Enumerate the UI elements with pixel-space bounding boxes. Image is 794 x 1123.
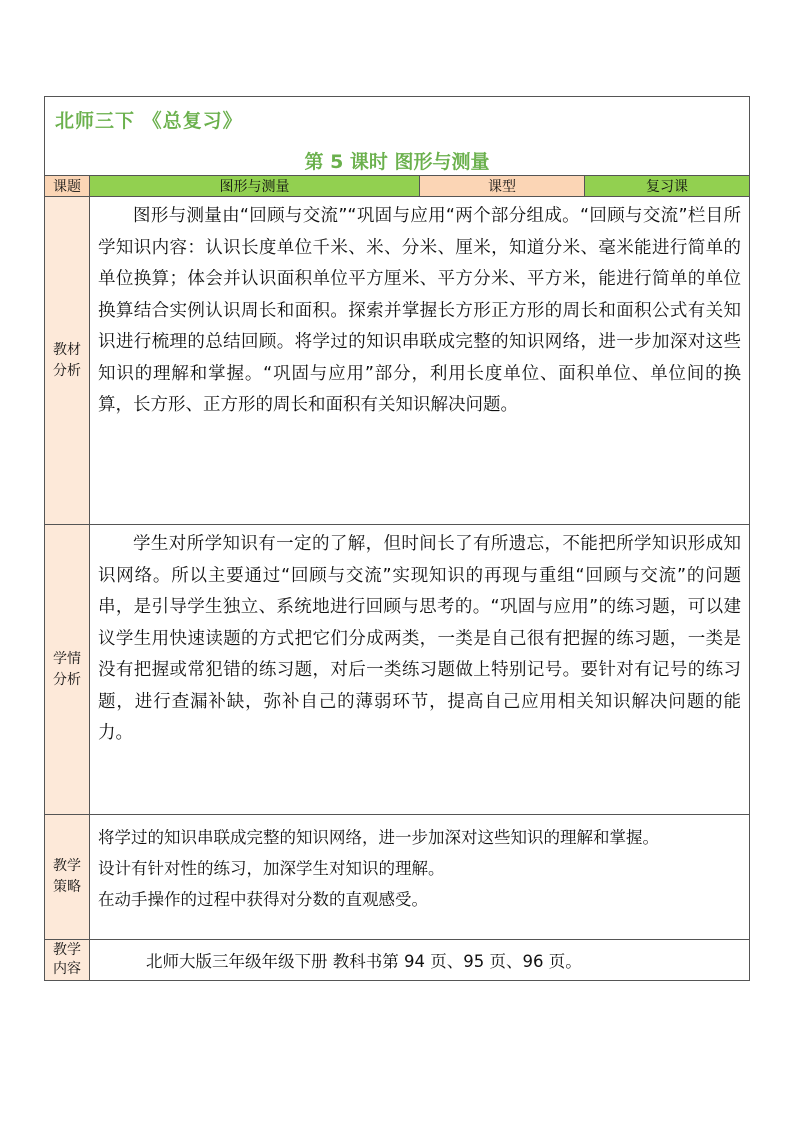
textbook-analysis-text — [90, 197, 750, 525]
student-analysis-label — [45, 525, 90, 815]
strategy-line: 设计有针对性的练习，加深学生对知识的理解。 — [98, 859, 445, 878]
type-label: 课型 — [420, 176, 585, 197]
lesson-plan-sheet — [44, 96, 749, 981]
teaching-strategy-row — [45, 815, 750, 940]
series-title: 北师三下 《总复习》 — [55, 110, 243, 132]
label-line: 教材 — [53, 341, 81, 358]
label-line: 教学 — [53, 942, 81, 958]
textbook-analysis-label — [45, 197, 90, 525]
lesson-title: 第 5 课时 图形与测量 — [304, 151, 490, 173]
teaching-content-text: 北师大版三年级年级下册 教科书第 94 页、95 页、96 页。 — [90, 940, 750, 981]
teaching-strategy-text — [90, 815, 750, 940]
strategy-line: 在动手操作的过程中获得对分数的直观感受。 — [98, 890, 428, 909]
label-line: 学情 — [53, 650, 81, 667]
topic-value: 图形与测量 — [90, 176, 420, 197]
textbook-analysis-row — [45, 197, 750, 525]
lesson-plan-table — [44, 96, 750, 981]
teaching-content-row — [45, 940, 750, 981]
header-cell — [45, 97, 750, 176]
label-line: 分析 — [53, 671, 81, 688]
label-line: 分析 — [53, 362, 81, 379]
info-row — [45, 176, 750, 197]
student-analysis-text — [90, 525, 750, 815]
teaching-strategy-label — [45, 815, 90, 940]
strategy-line: 将学过的知识串联成完整的知识网络，进一步加深对这些知识的理解和掌握。 — [98, 828, 659, 847]
student-analysis-row — [45, 525, 750, 815]
type-value: 复习课 — [585, 176, 750, 197]
label-line: 内容 — [53, 961, 81, 977]
label-line: 教学 — [53, 858, 81, 874]
paragraph: 学生对所学知识有一定的了解，但时间长了有所遗忘，不能把所学知识形成知识网络。所以主要通过“回顾与交流”实现知识的再现与重组“回顾与交流”的问题串，是引导学生独立、系统地进行回顾与思考的。“巩固与应用”的练习题，可以建议学生用快速读题的方式把它们分成两类，一类是自己很有把握的练习题，一类是没有把握或常犯错的练习题，对后一类练习题做上特别记号。要针对有记号的练习题，进行查漏补缺，弥补自己的薄弱环节，提高自己应用相关知识解决问题的能力。 — [98, 534, 741, 743]
teaching-content-label — [45, 940, 90, 981]
paragraph: 图形与测量由“回顾与交流”“巩固与应用“两个部分组成。“回顾与交流”栏目所学知识内容：认识长度单位千米、米、分米、厘米，知道分米、毫米能进行简单的单位换算；体会并认识面积单位平方厘米、平方分米、平方米，能进行简单的单位换算结合实例认识周长和面积。探索并掌握长方形正方形的周长和面积公式有关知识进行梳理的总结回顾。将学过的知识串联成完整的知识网络，进一步加深对这些知识的理解和掌握。“巩固与应用”部分，利用长度单位、面积单位、单位间的换算，长方形、正方形的周长和面积有关知识解决问题。 — [98, 206, 741, 415]
label-line: 策略 — [53, 879, 81, 895]
topic-label: 课题 — [45, 176, 90, 197]
